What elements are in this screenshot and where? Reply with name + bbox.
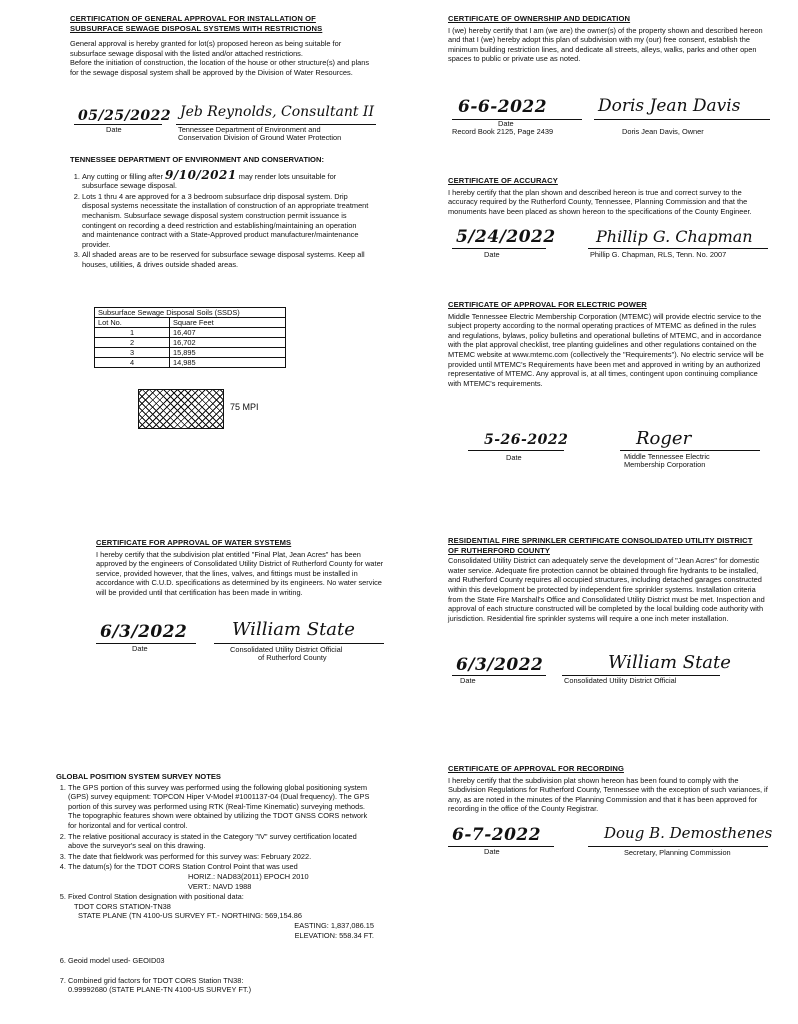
gps-vert: VERT.: NAVD 1988 <box>188 881 252 891</box>
gps-easting: EASTING: 1,837,086.15 <box>294 920 374 930</box>
recording-certificate <box>448 764 770 814</box>
ssds-header-lot: Lot No. <box>95 318 170 328</box>
ownership-signature-line <box>594 119 770 120</box>
gps-note-4: 4. The datum(s) for the TDOT CORS Station Control Point that was used HORIZ.: NAD83(2011) EPOCH 2010 VERT.: NAVD 1988 <box>68 862 376 891</box>
sprinkler-body: Consolidated Utility District can adequately serve the development of "Jean Acres" for domestic water service. Adequate fire protection cannot be obtained through fire hydrants to be installed, and Rutherford County requires all occupied structures, including detached garages constructed within this development be protected by independent fire sprinkler systems. Installation criteria from the State Fire Marshall's Office and Consolidated Utility District must be met. Inspection and approval of each structure constructed will be completed by the local building code authority with jurisdiction. Residential fire sprinkler systems will require a one inch meter installation. <box>448 556 765 623</box>
electric-signature: Roger <box>636 428 692 449</box>
gps-grid-factor: 0.99992680 (STATE PLANE-TN 4100-US SURVEY FT.) <box>68 985 252 995</box>
legend-label: 75 MPI <box>230 402 259 412</box>
sprinkler-date-handwritten: 6/3/2022 <box>456 655 544 675</box>
ownership-signer: Doris Jean Davis, Owner <box>622 127 704 136</box>
sprinkler-signer: Consolidated Utility District Official <box>564 676 677 685</box>
accuracy-date-handwritten: 5/24/2022 <box>456 227 556 247</box>
recording-signature: Doug B. Demosthenes <box>604 824 773 842</box>
tdec-item-2: 2. Lots 1 thru 4 are approved for a 3 bedroom subsurface drip disposal system. Drip disposal systems necessitate the installation of construction of an appropriate treatment mechanism. Subsurface sewage disposal system construction permit issuance is contingent on recording a deed restriction and establishing/maintaining an operation and maintenance contract with a State-Approved product manufacturer/maintenance provider. <box>82 192 370 250</box>
tdec-item-3: 3. All shaded areas are to be reserved for subsurface sewage disposal systems. Keep all houses, utilities, & drives outside shaded areas. <box>82 250 370 269</box>
septic-title-line1: CERTIFICATION OF GENERAL APPROVAL FOR INSTALLATION OF <box>70 14 316 23</box>
tdec-title: TENNESSEE DEPARTMENT OF ENVIRONMENT AND CONSERVATION: <box>70 155 324 164</box>
gps-station: TDOT CORS STATION-TN38 <box>74 901 171 911</box>
water-title: CERTIFICATE FOR APPROVAL OF WATER SYSTEMS <box>96 538 292 547</box>
ownership-date-line <box>452 119 582 120</box>
sprinkler-title-line1: RESIDENTIAL FIRE SPRINKLER CERTIFICATE CONSOLIDATED UTILITY DISTRICT <box>448 536 753 545</box>
gps-note-1: 1. The GPS portion of this survey was performed using the following global positioning system (GPS) survey equipment: TOPCON Hiper V-Model #1001137-04 (Dual frequency). The GPS portion of this survey was performed using RTK (Real-Time Kinematic) surveying methods. The topographic features shown were obtained by utilizing the TDOT GNSS CORS network for horizontal and for vertical control. <box>68 783 376 831</box>
water-certificate <box>96 538 386 598</box>
recording-date-label: Date <box>484 847 500 856</box>
water-signer-line1: Consolidated Utility District Official <box>230 645 343 654</box>
septic-signer-line2: Conservation Division of Ground Water Protection <box>178 133 342 142</box>
table-row: 4 14,985 <box>95 358 286 368</box>
ownership-signature: Doris Jean Davis <box>598 96 741 116</box>
sprinkler-date-label: Date <box>460 676 476 685</box>
accuracy-signer: Phillip G. Chapman, RLS, Tenn. No. 2007 <box>590 250 727 259</box>
accuracy-date-label: Date <box>484 250 500 259</box>
septic-para2: Before the initiation of construction, the location of the house or other structure(s) and plans for the sewage disposal system shall be approved by the Division of Water Resources. <box>70 58 370 77</box>
gps-note-6: 6. Geoid model used- GEOID03 <box>68 956 376 966</box>
ownership-body: I (we) hereby certify that I am (we are) the owner(s) of the property shown and described hereon and that I (we) hereby adopt this plan of subdivision with my (our) free consent, establish the minimum building restriction lines, and dedicate all streets, alleys, walks, parks and other open spaces to public or private use as noted. <box>448 25 763 64</box>
gps-note-3: 3. The date that fieldwork was performed for this survey was: February 2022. <box>68 852 376 862</box>
ssds-table <box>94 307 286 368</box>
ownership-title: CERTIFICATE OF OWNERSHIP AND DEDICATION <box>448 14 631 23</box>
ssds-caption: Subsurface Sewage Disposal Soils (SSDS) <box>95 308 286 318</box>
water-date-handwritten: 6/3/2022 <box>100 622 188 642</box>
gps-horiz: HORIZ.: NAD83(2011) EPOCH 2010 <box>188 871 309 881</box>
table-row: 2 16,702 <box>95 338 286 348</box>
gps-note-2: 2. The relative positional accuracy is stated in the Category "IV" survey certification located above the surveyor's seal on this drawing. <box>68 832 376 851</box>
water-signer-line2: of Rutherford County <box>258 653 327 662</box>
accuracy-date-line <box>452 248 546 249</box>
gps-note-5: 5. Fixed Control Station designation with positional data: TDOT CORS STATION-TN38 STATE PLANE (TN 4100-US SURVEY FT.- NORTHING: 569,154.86 EASTING: 1,837,086.15 ELEVATION: 558.34 FT. <box>68 892 376 940</box>
tdec-item1-date: 9/10/2021 <box>165 167 237 182</box>
septic-date-handwritten: 05/25/2022 <box>78 108 172 124</box>
sprinkler-title-line2: OF RUTHERFORD COUNTY <box>448 545 550 555</box>
electric-signature-line <box>620 450 760 451</box>
water-body: I hereby certify that the subdivision plat entitled "Final Plat, Jean Acres" has been approved by the engineers of Consolidated Utility District of Rutherford County for water service, provided however, that the lines, valves, and fittings must be installed in accordance with C.U.D. specifications as determined by its engineers. No water service will be provided until that certification has been made in writing. <box>96 549 384 597</box>
accuracy-signature-line <box>588 248 768 249</box>
accuracy-certificate <box>448 176 768 216</box>
accuracy-title: CERTIFICATE OF ACCURACY <box>448 176 558 185</box>
septic-title-line2: SUBSURFACE SEWAGE DISPOSAL SYSTEMS WITH RESTRICTIONS <box>70 23 323 33</box>
accuracy-signature: Phillip G. Chapman <box>596 227 753 246</box>
recording-date-handwritten: 6-7-2022 <box>452 825 542 845</box>
gps-title: GLOBAL POSITION SYSTEM SURVEY NOTES <box>56 772 221 781</box>
tdec-notes <box>70 155 370 271</box>
electric-date-handwritten: 5-26-2022 <box>484 432 569 448</box>
sprinkler-signature: William State <box>608 652 731 673</box>
septic-para1: General approval is hereby granted for lot(s) proposed hereon as being suitable for subsurface sewage disposal with the listed and/or attached restrictions. <box>70 39 342 58</box>
recording-signature-line <box>588 846 768 847</box>
electric-date-label: Date <box>506 453 522 462</box>
ownership-certificate <box>448 14 768 64</box>
accuracy-body: I hereby certify that the plan shown and described hereon is true and correct survey to the accuracy required by the Rutherford County, Tennessee, Planning Commission and that the monuments have been placed as shown hereon to the specifications of the County Engineer. <box>448 187 752 216</box>
water-signature: William State <box>232 619 355 640</box>
recording-date-line <box>448 846 554 847</box>
ownership-record: Record Book 2125, Page 2439 <box>452 127 554 136</box>
ownership-date-label: Date <box>498 119 514 128</box>
sprinkler-certificate <box>448 536 770 623</box>
recording-body: I hereby certify that the subdivision plat shown hereon has been found to comply with the Subdivision Regulations for Rutherford County, Tennessee with the exception of such variances, if any, as are noted in the minutes of the Planning Commission and that it has been approved for recording in the office of the County Registrar. <box>448 775 768 814</box>
septic-date-label: Date <box>106 125 122 134</box>
electric-signer-line1: Middle Tennessee Electric <box>624 452 710 461</box>
gps-elevation: ELEVATION: 558.34 FT. <box>294 930 374 940</box>
gps-plane: STATE PLANE (TN 4100-US SURVEY FT.- NORTHING: 569,154.86 <box>78 911 302 921</box>
electric-date-line <box>468 450 564 451</box>
shaded-area-legend-swatch <box>138 389 224 429</box>
water-signature-line <box>214 643 384 644</box>
table-row: 3 15,895 <box>95 348 286 358</box>
tdec-item-1: 1. Any cutting or filling after 9/10/2021 may render lots unsuitable for subsurface sewage disposal. <box>82 171 370 191</box>
electric-body: Middle Tennessee Electric Membership Corporation (MTEMC) will provide electric service to the subject property according to the normal operating practices of MTEMC as defined in the rules and regulations, bylaws, policy bulletins and operational bulletins of MTEMC, and in accordance with the plat approval checklist, tree planting guidelines and other regulations contained on the MTEMC website at www.mtemc.com (collectively the "Requirements"). No electric service will be provided until MTEMC's Requirements have been met and approved in writing by an authorized representative of MTEMC. Any approval is, at all times, contingent upon continuing compliance with MTEMC's requirements. <box>448 311 764 388</box>
recording-signer: Secretary, Planning Commission <box>624 848 731 857</box>
gps-note-7: 7. Combined grid factors for TDOT CORS Station TN38: 0.99992680 (STATE PLANE-TN 4100-US SURVEY FT.) <box>68 976 376 995</box>
table-row: 1 16,407 <box>95 328 286 338</box>
septic-certificate <box>70 14 375 78</box>
septic-signature: Jeb Reynolds, Consultant II <box>180 104 374 120</box>
water-date-label: Date <box>132 644 148 653</box>
electric-signer-line2: Membership Corporation <box>624 460 706 469</box>
recording-title: CERTIFICATE OF APPROVAL FOR RECORDING <box>448 764 624 773</box>
ssds-header-sqft: Square Feet <box>170 318 286 328</box>
electric-title: CERTIFICATE OF APPROVAL FOR ELECTRIC POWER <box>448 300 647 309</box>
gps-notes <box>56 772 376 996</box>
ownership-date-handwritten: 6-6-2022 <box>458 97 548 117</box>
electric-certificate <box>448 300 770 388</box>
septic-signer-line1: Tennessee Department of Environment and <box>178 125 321 134</box>
